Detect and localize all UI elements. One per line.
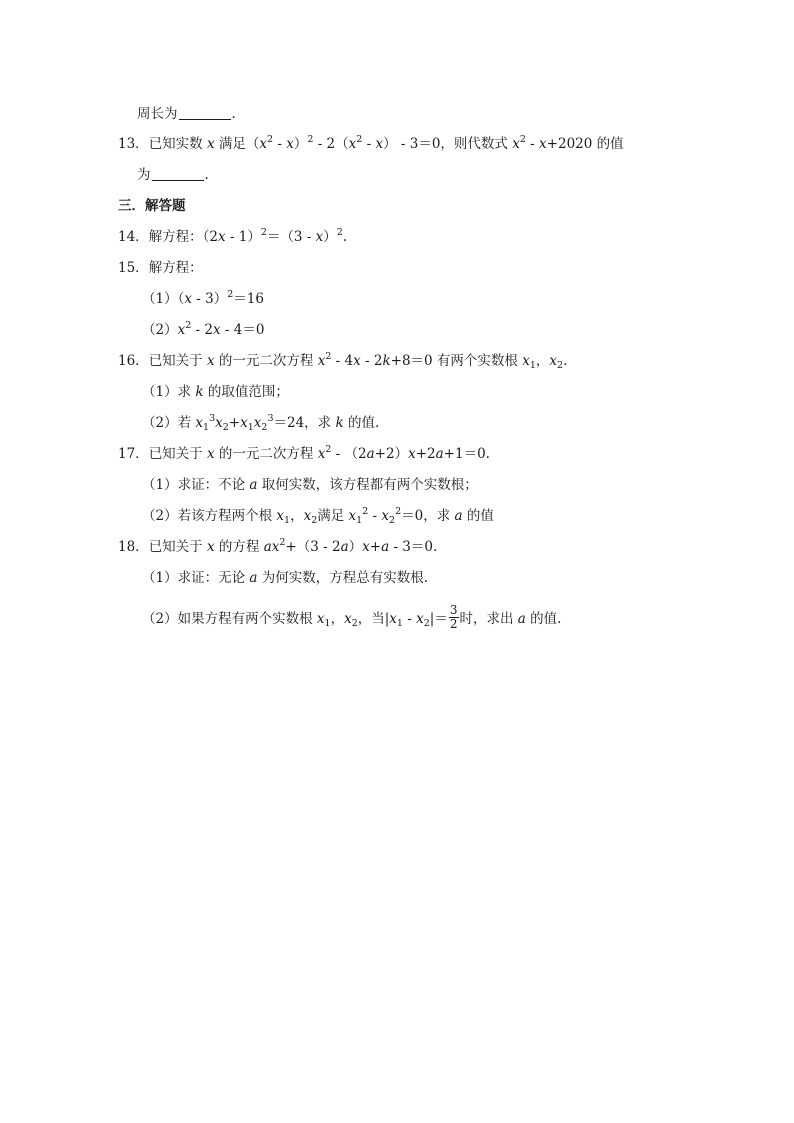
var-x: x bbox=[206, 539, 215, 555]
q17-text: 的一元二次方程 bbox=[218, 446, 314, 462]
q16-text: + bbox=[228, 415, 241, 431]
var-x: x bbox=[317, 353, 326, 369]
q15-text: - 4＝0 bbox=[220, 322, 265, 338]
question-13 bbox=[118, 134, 624, 154]
q16-text: 的值. bbox=[347, 415, 380, 431]
subscript: 2 bbox=[389, 515, 396, 526]
var-x: x bbox=[215, 415, 223, 431]
q18-text: + bbox=[369, 539, 382, 555]
q14-text: ＝（3 - bbox=[266, 229, 316, 245]
var-a: a bbox=[435, 446, 444, 462]
q15-text: 解方程： bbox=[148, 260, 203, 276]
q18-text: ，当| bbox=[357, 611, 390, 627]
q16-part-1 bbox=[142, 382, 289, 402]
var-x: x bbox=[317, 446, 326, 462]
q15-part-2 bbox=[142, 320, 264, 340]
q15-text: - 2 bbox=[191, 322, 213, 338]
var-x: x bbox=[259, 136, 268, 152]
question-number: 16． bbox=[118, 353, 149, 369]
q17-text: 的值 bbox=[466, 508, 494, 524]
q17-part-2 bbox=[142, 506, 494, 526]
q13-text: 已知实数 bbox=[148, 136, 203, 152]
var-a: a bbox=[517, 611, 526, 627]
q17-text: 已知关于 bbox=[148, 446, 203, 462]
answer-blank bbox=[179, 105, 231, 120]
var-x: x bbox=[276, 508, 285, 524]
var-x: x bbox=[206, 136, 215, 152]
var-x: x bbox=[206, 353, 215, 369]
part-label: （2）若 bbox=[142, 415, 192, 431]
q16-part-2 bbox=[142, 413, 379, 433]
q17-text: ＝0，求 bbox=[401, 508, 451, 524]
q13-continuation bbox=[137, 165, 209, 185]
part-label: （1）求证：不论 bbox=[142, 477, 246, 493]
exponent: 2 bbox=[185, 320, 192, 331]
fraction bbox=[449, 604, 459, 631]
q13-text: ） - 3＝0，则代数式 bbox=[383, 136, 508, 152]
period: . bbox=[563, 353, 568, 369]
q17-text: 满足 bbox=[317, 508, 345, 524]
var-x: x bbox=[416, 611, 424, 627]
q13-text: - bbox=[525, 136, 540, 152]
period: . bbox=[342, 229, 348, 245]
var-x: x bbox=[539, 136, 547, 152]
subscript: 1 bbox=[396, 618, 403, 629]
var-x: x bbox=[177, 322, 186, 338]
var-x: x bbox=[549, 353, 558, 369]
subscript: 2 bbox=[261, 422, 268, 433]
exponent: 2 bbox=[307, 134, 314, 145]
question-18 bbox=[118, 537, 437, 557]
var-x: x bbox=[316, 611, 325, 627]
question-17 bbox=[118, 444, 490, 464]
q12-text: 周长为 bbox=[137, 106, 178, 122]
q17-text: - bbox=[368, 508, 382, 524]
exponent: 3 bbox=[209, 413, 216, 424]
part-label: （2）若该方程两个根 bbox=[142, 508, 273, 524]
var-a: a bbox=[366, 446, 375, 462]
part-label: （2） bbox=[142, 322, 178, 338]
q14-text: 解方程：（2 bbox=[148, 229, 219, 245]
exponent: 2 bbox=[279, 537, 286, 548]
exponent: 2 bbox=[356, 134, 363, 145]
subscript: 2 bbox=[351, 618, 358, 629]
q16-text: ， bbox=[535, 353, 550, 369]
var-x: x bbox=[408, 446, 416, 462]
subscript: 1 bbox=[284, 515, 291, 526]
question-15 bbox=[118, 258, 203, 278]
question-number: 18． bbox=[118, 539, 149, 555]
q16-text: +8＝0 有两个实数根 bbox=[390, 353, 518, 369]
var-ax: ax bbox=[263, 539, 280, 555]
q16-text: - 4 bbox=[331, 353, 354, 369]
q17-text: +1＝0. bbox=[443, 446, 490, 462]
q16-text: ＝24，求 bbox=[273, 415, 332, 431]
exponent: 2 bbox=[325, 444, 332, 455]
q18-text: 为何实数，方程总有实数根. bbox=[261, 570, 429, 586]
subscript: 2 bbox=[557, 360, 564, 371]
exponent: 2 bbox=[336, 227, 343, 238]
exponent: 3 bbox=[267, 413, 274, 424]
q18-text: 的值. bbox=[530, 611, 562, 627]
q14-text: ） bbox=[323, 229, 337, 245]
subscript: 1 bbox=[324, 618, 331, 629]
part-label: （2）如果方程有两个实数根 bbox=[142, 611, 313, 627]
part-label: （1）求 bbox=[142, 384, 192, 400]
exponent: 2 bbox=[362, 506, 369, 517]
q12-continuation bbox=[137, 104, 236, 124]
q18-text: ） bbox=[348, 539, 363, 555]
var-x: x bbox=[348, 136, 357, 152]
q16-text: 已知关于 bbox=[148, 353, 203, 369]
q13-text: 为 bbox=[137, 167, 151, 183]
var-k: k bbox=[335, 415, 344, 431]
exponent: 2 bbox=[395, 506, 402, 517]
var-x: x bbox=[286, 136, 294, 152]
var-x: x bbox=[522, 353, 530, 369]
subscript: 1 bbox=[203, 422, 210, 433]
q13-text: - 2（ bbox=[313, 136, 349, 152]
var-x: x bbox=[381, 508, 390, 524]
period: . bbox=[204, 167, 209, 183]
q17-text: +2 bbox=[415, 446, 436, 462]
answer-blank bbox=[152, 166, 204, 181]
var-x: x bbox=[362, 539, 370, 555]
q16-text: 的一元二次方程 bbox=[218, 353, 314, 369]
var-x: x bbox=[218, 229, 226, 245]
q16-text: - 2 bbox=[360, 353, 383, 369]
question-number: 15． bbox=[118, 260, 149, 276]
question-number: 17． bbox=[118, 446, 149, 462]
q13-text: - bbox=[362, 136, 376, 152]
question-16 bbox=[118, 351, 567, 371]
var-a: a bbox=[249, 570, 258, 586]
question-number: 13． bbox=[118, 136, 149, 152]
q15-text: ＝16 bbox=[233, 291, 264, 307]
question-14 bbox=[118, 227, 347, 247]
var-x: x bbox=[353, 353, 361, 369]
part-label: （1）（ bbox=[142, 291, 185, 307]
var-x: x bbox=[240, 415, 248, 431]
var-k: k bbox=[382, 353, 391, 369]
var-x: x bbox=[344, 611, 352, 627]
exponent: 2 bbox=[227, 289, 234, 300]
q17-text: ， bbox=[290, 508, 304, 524]
q15-text: - 3） bbox=[191, 291, 228, 307]
var-x: x bbox=[253, 415, 262, 431]
q15-part-1 bbox=[142, 289, 264, 309]
var-a: a bbox=[249, 477, 258, 493]
exponent: 2 bbox=[260, 227, 267, 238]
q13-text: - bbox=[273, 136, 287, 152]
q18-text: ， bbox=[330, 611, 345, 627]
var-x: x bbox=[303, 508, 312, 524]
var-x: x bbox=[206, 446, 215, 462]
subscript: 1 bbox=[356, 515, 363, 526]
q17-text: - （2 bbox=[331, 446, 367, 462]
q18-text: |＝ bbox=[429, 611, 448, 627]
q18-text: - bbox=[402, 611, 417, 627]
exponent: 2 bbox=[325, 351, 332, 362]
exponent: 2 bbox=[519, 134, 526, 145]
part-label: （1）求证：无论 bbox=[142, 570, 246, 586]
q18-part-1 bbox=[142, 568, 428, 588]
fraction-numerator: 3 bbox=[449, 603, 458, 617]
var-x: x bbox=[195, 415, 204, 431]
var-a: a bbox=[454, 508, 463, 524]
var-k: k bbox=[195, 384, 204, 400]
q17-text: 取何实数，该方程都有两个实数根； bbox=[261, 477, 478, 493]
q18-text: 已知关于 bbox=[148, 539, 203, 555]
q18-text: 时，求出 bbox=[459, 611, 514, 627]
var-x: x bbox=[375, 136, 384, 152]
fraction-denominator: 2 bbox=[449, 617, 458, 631]
q13-text: +2020 的值 bbox=[546, 136, 624, 152]
var-x: x bbox=[184, 291, 192, 307]
q18-text: - 3＝0. bbox=[389, 539, 438, 555]
var-a: a bbox=[381, 539, 390, 555]
q18-text: +（3 - 2 bbox=[285, 539, 341, 555]
subscript: 1 bbox=[529, 360, 536, 371]
exponent: 2 bbox=[267, 134, 274, 145]
q18-part-2 bbox=[142, 604, 561, 634]
q16-text: 的取值范围； bbox=[207, 384, 289, 400]
q13-text: ） bbox=[293, 136, 308, 152]
subscript: 2 bbox=[423, 618, 430, 629]
subscript: 2 bbox=[311, 515, 318, 526]
section-heading: 三．解答题 bbox=[118, 198, 186, 214]
q17-text: +2） bbox=[374, 446, 409, 462]
question-number: 14． bbox=[118, 229, 149, 245]
q17-part-1 bbox=[142, 475, 478, 495]
q14-text: - 1） bbox=[225, 229, 261, 245]
var-x: x bbox=[389, 611, 397, 627]
subscript: 2 bbox=[222, 422, 229, 433]
var-x: x bbox=[348, 508, 357, 524]
var-a: a bbox=[340, 539, 349, 555]
period: . bbox=[231, 106, 236, 122]
q18-text: 的方程 bbox=[218, 539, 260, 555]
q13-text: 满足（ bbox=[218, 136, 260, 152]
subscript: 1 bbox=[247, 422, 254, 433]
var-x: x bbox=[213, 322, 221, 338]
var-x: x bbox=[512, 136, 520, 152]
var-x: x bbox=[315, 229, 324, 245]
